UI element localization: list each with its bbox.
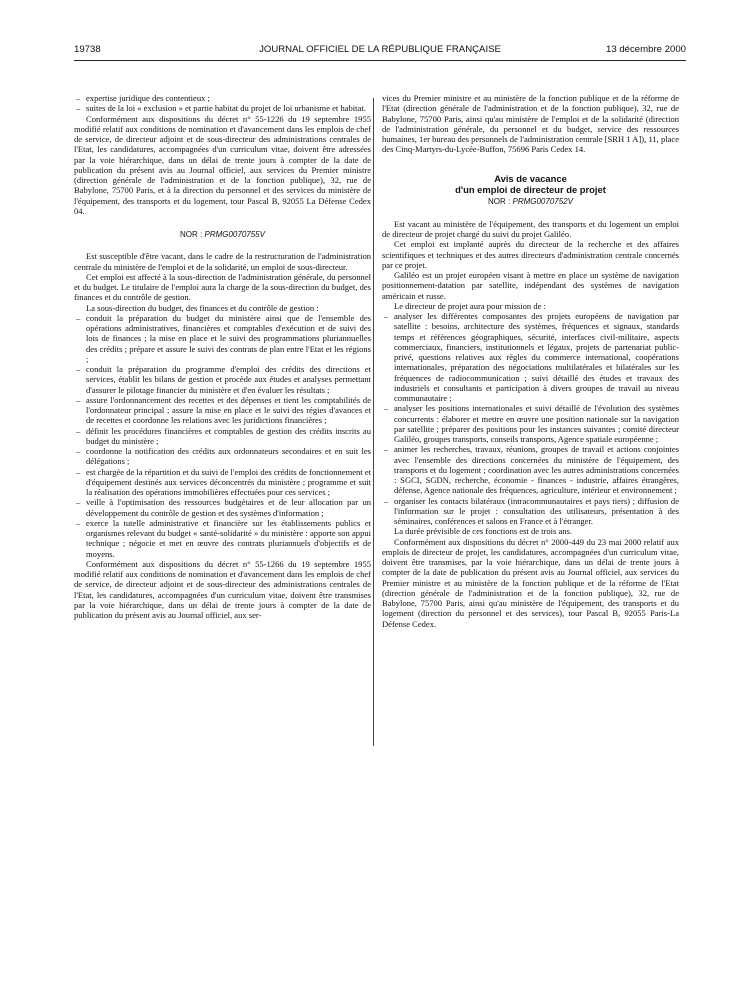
nor-label: NOR :	[180, 230, 203, 239]
list-item: – est chargée de la répartition et du suivi de l'emploi des crédits de fonctionnement et d'équipement destinés aux services déconcentrés du ministère ; programme et suit la réalisation des opérations immobilières effectuées pour ces services ;	[74, 467, 371, 498]
notice-subtitle: d'un emploi de directeur de projet	[455, 183, 606, 195]
publication-date: 13 décembre 2000	[605, 44, 686, 55]
notice-paragraph: Est susceptible d'être vacant, dans le cadre de la restructuration de l'administration centrale du ministère de l'emploi et de la solidarité, un emploi de sous-directeur.	[74, 251, 371, 272]
list-item: – organiser les contacts bilatéraux (intracommunautaires et pays tiers) ; diffusion de l'information sur le projet : consultation des utilisateurs, présentation à des séminaires, conférences et salons en France et à l'étranger.	[382, 496, 679, 527]
mission-list	[382, 311, 679, 526]
list-item: – suites de la loi « exclusion » et partie habitat du projet de loi urbanisme et habitat.	[74, 103, 371, 113]
continuation-paragraph: vices du Premier ministre et au ministère de la fonction publique et de la réforme de l'Etat (direction générale de l'administration et de la fonction publique), 32, rue de Babylone, 75700 Paris, ainsi qu'au ministère de l'emploi et de la solidarité (direction de l'administration générale, du personnel et du budget, service des ressources humaines, 1er bureau des personnels de l'administration centrale [SRH 1 A]), 11, place des Cinq-Martyrs-du-Lycée-Buffon, 75696 Paris Cedex 14.	[382, 93, 679, 155]
list-item: – analyser les différentes composantes des projets européens de navigation par satellite : besoins, architecture des systèmes, fréquences et signaux, standards temps et références géographiques, sécurité, interfaces civil-militaire, aspects commerciaux, financiers, institutionnels et légaux, projets de partenariat public-privé, questions relatives aux règles du commerce international, coopérations internationales, préparation des négociations multilatérales et bilatérales sur les fréquences de radiocommunication ; suivi détaillé des études et travaux des industriels et consultants et participation à divers groupes de travail au niveau communautaire ;	[382, 311, 679, 403]
duration-paragraph: La durée prévisible de ces fonctions est de trois ans.	[394, 526, 573, 537]
application-paragraph: Conformément aux dispositions du décret n° 55-1226 du 19 septembre 1955 modifié relatif aux conditions de nomination et d'avancement dans les emplois de chef de service, de directeur adjoint et de sous-directeur des administrations centrales de l'Etat, les candidatures, accompagnées d'un curriculum vitae, doivent être adressées par la voie hiérarchique, dans un délai de trente jours à compter de la date de publication du présent avis au Journal officiel, aux services du Premier ministre (direction générale de l'administration et de la fonction publique), 32, rue de Babylone, 75700 Paris, et à la direction du personnel et des services du ministère de l'équipement, des transports et du logement, tour Pascal B, 92055 La Défense Cedex 04.	[74, 113, 371, 216]
list-item: – conduit la préparation du budget du ministère ainsi que de l'ensemble des opérations administratives, financières et comptables d'exécution et de suivi des lois de finances ; la mise en place et le suivi des programmations pluriannuelles des crédits ; prépare et assure le suivi des contrats de plan entre l'Etat et les régions ;	[74, 313, 371, 364]
nor-label: NOR :	[488, 196, 511, 206]
nor-code: PRMG0070752V	[512, 196, 573, 206]
application-paragraph: Conformément aux dispositions du décret n° 2000-449 du 23 mai 2000 relatif aux emplois de directeur de projet, les candidatures, accompagnées d'un curriculum vitae, doivent être transmises, par la voie hiérarchique, dans un délai de trente jours à compter de la date de publication du présent avis au Journal officiel, aux services du Premier ministre et au ministère de la fonction publique et de la réforme de l'Etat (direction générale de l'administration et de la fonction publique), 32, rue de Babylone, 75700 Paris, ainsi qu'au ministère de l'équipement, des transports et du logement (direction du personnel et des services), tour Pascal B, 92055 Paris-La Défense Cedex.	[382, 536, 679, 629]
top-item-list	[74, 93, 371, 114]
list-item: – conduit la préparation du programme d'emploi des crédits des directions et services, établit les bilans de gestion et procède aux études et analyses permettant d'assurer le pilotage financier du ministère et d'en évaluer les résultats ;	[74, 364, 371, 395]
list-item: – veille à l'optimisation des ressources budgétaires et de leur allocation par un développement du contrôle de gestion et des systèmes d'information ;	[74, 497, 371, 518]
notice-paragraph: Cet emploi est implanté auprès du directeur de la recherche et des affaires scientifiques et techniques et des autres directeurs d'administration centrale concernés par ce projet.	[382, 239, 679, 270]
mission-list	[74, 313, 371, 559]
list-item: – exerce la tutelle administrative et financière sur les établissements publics et organismes relevant du budget « santé-solidarité » du ministère : apporte son appui technique ; négocie et met en œuvre des contrats pluriannuels d'objectifs et de moyens.	[74, 518, 371, 559]
list-item: – analyser les positions internationales et suivi détaillé de l'évolution des systèmes concurrents : élaborer et mettre en œuvre une position nationale sur la navigation par satellite ; préparer des positions pour les instances suivantes ; comité directeur Galiléo, groupes transports, conseils transports, Agence spatiale européenne ;	[382, 403, 679, 444]
header-rule	[74, 60, 686, 61]
list-item: – définit les procédures financières et comptables de gestion des crédits inscrits au budget du ministère ;	[74, 426, 371, 447]
column-divider	[373, 98, 374, 746]
list-item: – expertise juridique des contentieux ;	[74, 93, 371, 103]
nor-reference	[382, 197, 679, 207]
page-number: 19738	[74, 44, 101, 55]
notice-title: Avis de vacance	[494, 172, 567, 184]
list-item: – coordonne la notification des crédits aux ordonnateurs secondaires et en suit les délégations ;	[74, 446, 371, 467]
journal-title: JOURNAL OFFICIEL DE LA RÉPUBLIQUE FRANÇAISE	[259, 44, 501, 55]
left-column	[74, 93, 371, 620]
notice-paragraph: Est vacant au ministère de l'équipement, des transports et du logement un emploi de directeur de projet chargé du suivi du projet Galiléo.	[382, 218, 679, 239]
list-item: – animer les recherches, travaux, réunions, groupes de travail et actions conjointes avec l'ensemble des directions concernées du ministère de l'équipement, des transports et du logement ; coordination avec les autres administrations concernées : SGCI, SGDN, recherche, économie - finances - industrie, affaires étrangères, défense, Agence nationale des fréquences, agriculture, intérieur et environnement ;	[382, 444, 679, 495]
notice-paragraph: La sous-direction du budget, des finances et du contrôle de gestion :	[86, 302, 319, 313]
application-paragraph: Conformément aux dispositions du décret n° 55-1266 du 19 septembre 1955 modifié relatif aux conditions de nomination et d'avancement dans les emplois de chef de service, de directeur adjoint et de sous-directeur des administrations centrales de l'Etat, les candidatures, accompagnées d'un curriculum vitae, doivent être transmises par la voie hiérarchique, dans un délai de trente jours à compter de la date de publication du présent avis au Journal officiel, aux ser-	[74, 558, 371, 620]
notice-paragraph: Galiléo est un projet européen visant à mettre en place un système de navigation positionnement-datation par satellite, indépendant des systèmes de navigation américain et russe.	[382, 270, 679, 301]
page-header	[74, 44, 686, 58]
notice-paragraph: Cet emploi est affecté à la sous-direction de l'administration générale, du personnel et du budget. Le titulaire de l'emploi aura la charge de la sous-direction du budget, des finances et du contrôle de gestion.	[74, 271, 371, 303]
nor-reference	[74, 230, 371, 240]
list-item: – assure l'ordonnancement des recettes et des dépenses et tient les comptabilités de l'ordonnateur principal ; assure la mise en place et le suivi des régies d'avances et de recettes et coordonne les relations avec les juridictions financières ;	[74, 395, 371, 426]
right-column	[382, 93, 679, 629]
nor-code: PRMG0070755V	[204, 230, 265, 239]
notice-paragraph: Le directeur de projet aura pour mission de :	[394, 300, 546, 311]
